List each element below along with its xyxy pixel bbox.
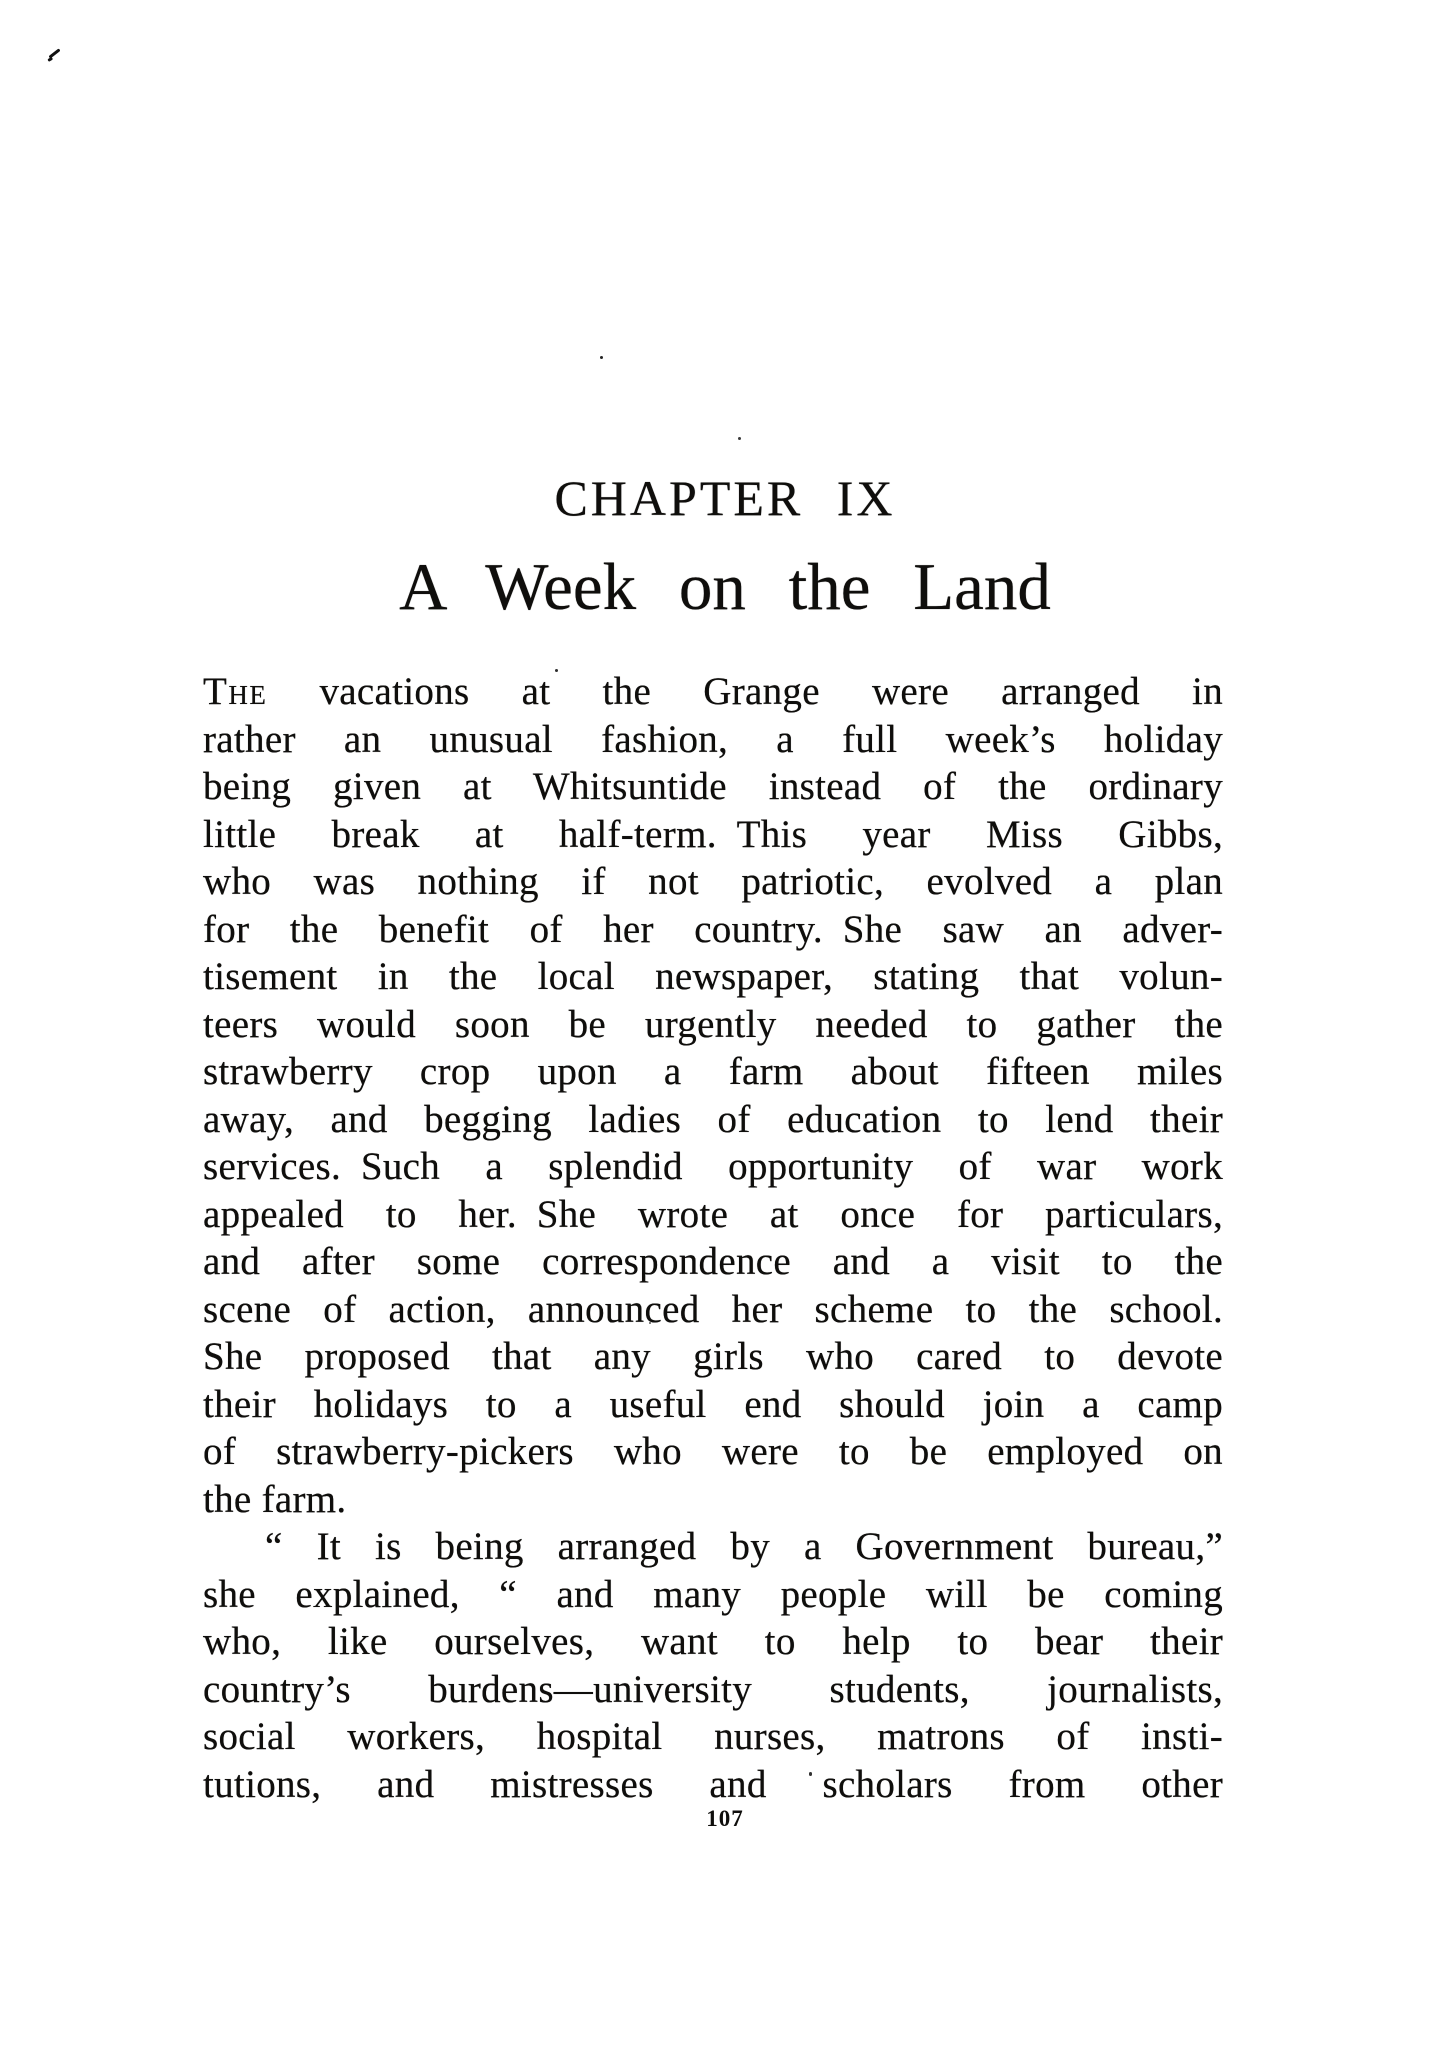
text-line: who was nothing if not patriotic, evolved a plan — [203, 860, 1223, 903]
text-line: tutions, and mistresses and scholars from other — [203, 1762, 1223, 1806]
text-line: strawberry crop upon a farm about fifteen miles — [203, 1050, 1223, 1093]
text-line: for the benefit of her country. She saw an adver- — [203, 907, 1223, 951]
text-line: services. Such a splendid opportunity of war work — [203, 1145, 1223, 1188]
text-line: rather an unusual fashion, a full week’s holiday — [203, 717, 1223, 761]
page-number: 107 — [706, 1806, 744, 1831]
text-line: social workers, hospital nurses, matrons of insti- — [203, 1715, 1223, 1758]
lead-word: The — [203, 670, 268, 713]
text-line: tisement in the local newspaper, stating that volun- — [203, 955, 1223, 998]
text-line: “ It is being arranged by a Government bureau,” — [265, 1525, 1223, 1568]
text-line: little break at half-term. This year Miss Gibbs, — [203, 812, 1223, 856]
text-line: She proposed that any girls who cared to devote — [203, 1335, 1223, 1378]
text-line: of strawberry-pickers who were to be employed on — [203, 1430, 1223, 1473]
text-line: their holidays to a useful end should join a camp — [203, 1382, 1223, 1426]
text-line: scene of action, announced her scheme to the school. — [203, 1287, 1223, 1331]
page-title: A Week on the Land — [399, 550, 1051, 624]
text-line: who, like ourselves, want to help to bear their — [203, 1620, 1223, 1663]
text-line: teers would soon be urgently needed to gather the — [203, 1002, 1223, 1046]
text-line: the farm. — [203, 1477, 347, 1521]
text-line: away, and begging ladies of education to lend their — [203, 1097, 1223, 1141]
text-line — [203, 668, 1223, 716]
scan-speck-icon — [600, 356, 603, 359]
text-line: and after some correspondence and a visit to the — [203, 1240, 1223, 1283]
text-line: appealed to her. She wrote at once for particulars, — [203, 1192, 1223, 1236]
text-line-rest: vacations at the Grange were arranged in — [319, 670, 1223, 713]
scan-speck-icon — [48, 48, 60, 58]
text-line: she explained, “ and many people will be coming — [203, 1572, 1223, 1616]
body-text — [203, 668, 1223, 1808]
text-line: country’s burdens—university students, journalists, — [203, 1667, 1223, 1711]
text-line: being given at Whitsuntide instead of the ordinary — [203, 765, 1223, 808]
scan-speck-icon — [738, 437, 741, 440]
chapter-heading: CHAPTER IX — [554, 470, 896, 526]
